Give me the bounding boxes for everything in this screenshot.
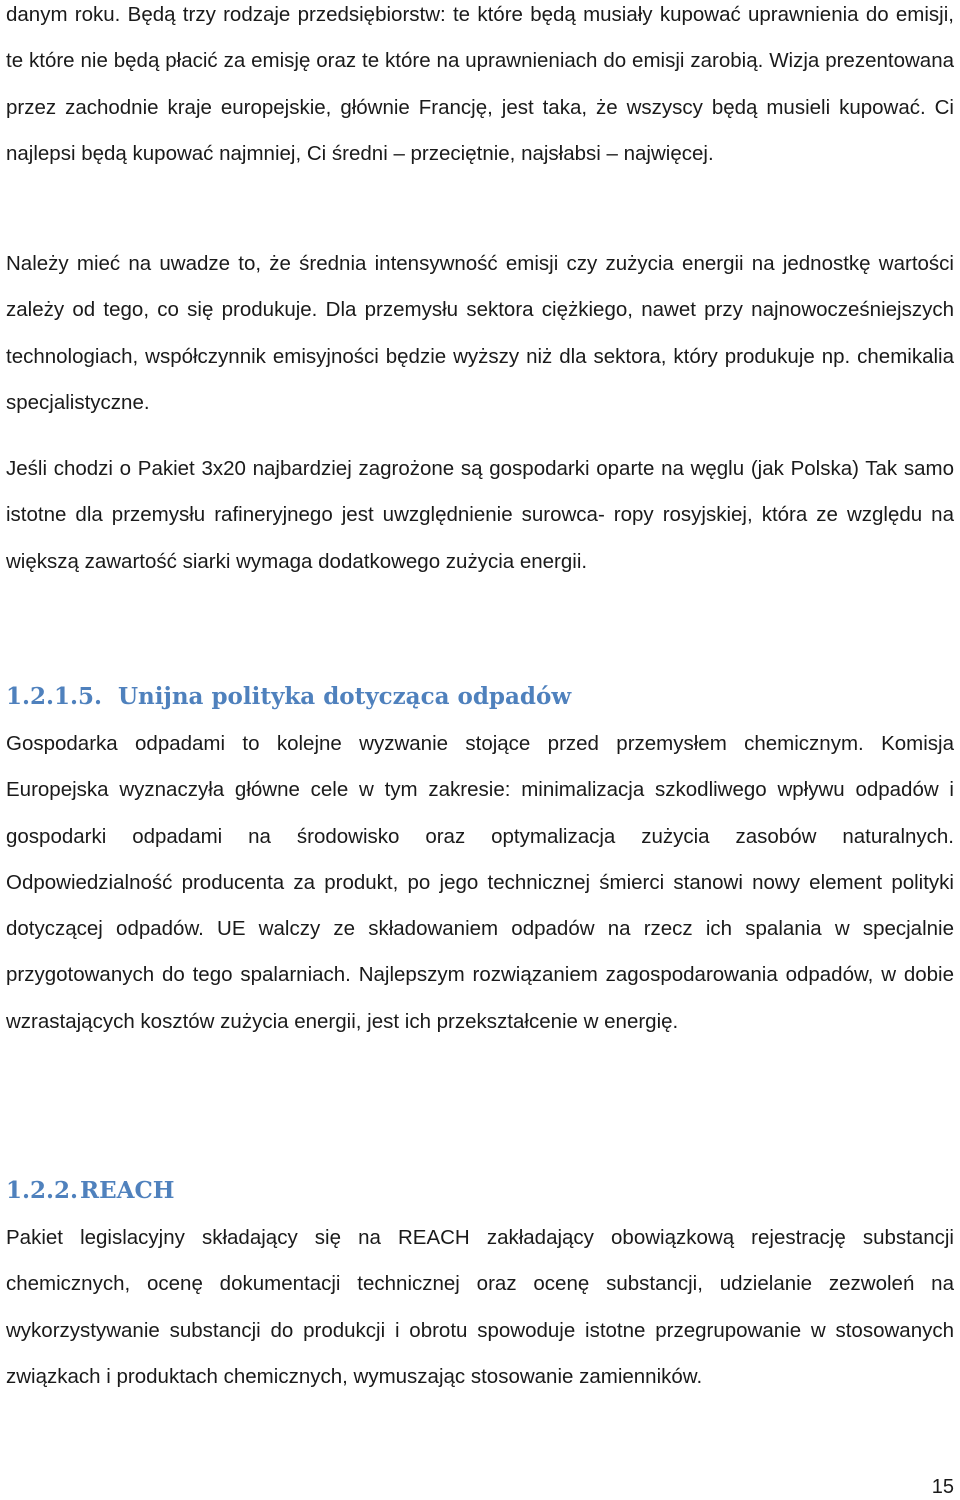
section-title: REACH (80, 1177, 175, 1204)
section-number: 1.2.1.5. (6, 683, 103, 710)
paragraph-emission-intensity: Należy mieć na uwadze to, że średnia intensywność emisji czy zużycia energii na jednostkę wartości zależy od tego, co się produkuje. Dla przemysłu sektora ciężkiego, nawet przy najnowocześniejszych technologiach, współczynnik emisyjności będzie wyższy niż dla sektora, który produkuje np. chemikalia specjalistyczne. (6, 252, 954, 414)
section-title: Unijna polityka dotycząca odpadów (118, 683, 572, 710)
section-heading-reach (6, 1176, 175, 1206)
page-number: 15 (931, 1476, 954, 1498)
section-heading-waste-policy (6, 682, 571, 712)
section-number: 1.2.2. (6, 1177, 79, 1204)
paragraph-package-3x20: Jeśli chodzi o Pakiet 3x20 najbardziej zagrożone są gospodarki oparte na węglu (jak Polska) Tak samo istotne dla przemysłu rafineryjnego jest uwzględnienie surowca- ropy rosyjskiej, która ze względu na większą zawartość siarki wymaga dodatkowego zużycia energii. (6, 457, 954, 573)
paragraph-waste-management: Gospodarka odpadami to kolejne wyzwanie stojące przed przemysłem chemicznym. Komisja Europejska wyznaczyła główne cele w tym zakresie: minimalizacja szkodliwego wpływu odpadów i gospodarki odpadami na środowisko oraz optymalizacja zużycia zasobów naturalnych. Odpowiedzialność producenta za produkt, po jego technicznej śmierci stanowi nowy element polityki dotyczącej odpadów. UE walczy ze składowaniem odpadów na rzecz ich spalania w specjalnie przygotowanych do tego spalarniach. Najlepszym rozwiązaniem zagospodarowania odpadów, w dobie wzrastających kosztów zużycia energii, jest ich przekształcenie w energię. (6, 732, 954, 1033)
paragraph-reach: Pakiet legislacyjny składający się na REACH zakładający obowiązkową rejestrację substancji chemicznych, ocenę dokumentacji technicznej oraz ocenę substancji, udzielanie zezwoleń na wykorzystywanie substancji do produkcji i obrotu spowoduje istotne przegrupowanie w stosowanych związkach i produktach chemicznych, wymuszając stosowanie zamienników. (6, 1226, 954, 1388)
paragraph-emission-rights: danym roku. Będą trzy rodzaje przedsiębiorstw: te które będą musiały kupować uprawnienia do emisji, te które nie będą płacić za emisję oraz te które na uprawnieniach do emisji zarobią. Wizja prezentowana przez zachodnie kraje europejskie, głównie Francję, jest taka, że wszyscy będą musieli kupować. Ci najlepsi będą kupować najmniej, Ci średni – przeciętnie, najsłabsi – najwięcej. (6, 3, 954, 165)
